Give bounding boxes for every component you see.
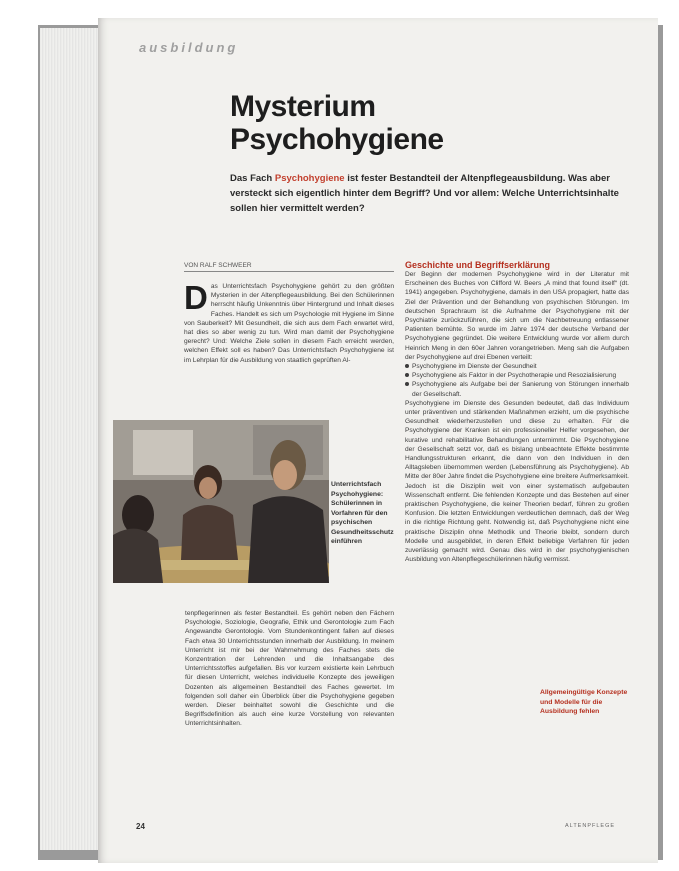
bullet-item: Psychohygiene im Dienste der Gesundheit: [412, 362, 629, 371]
column-1-text: as Unterrichtsfach Psychohygiene gehört zu den größten Mysterien in der Altenpflegeausbildung. Bei den Schülerinnen herrscht häufig Unkenntnis über Hintergrund und Inhalt dieses Faches. Handelt es sich um Psychologie mit Hygiene im Sinne von Sauberkeit? Mit Gesundheit, die sich aus dem Fach erwartet wird, hat dies so aber wenig zu tun. Wird man damit der Psychohygiene gerecht? Und: Welche Ziele sollen in diesem Fach erreicht werden, welchen Effekt soll es haben? Das Unterrichtsfach Psychohygiene ist im Lehrplan für die Ausbildung von staatlich geprüften Al-: [184, 283, 394, 364]
column-2: [405, 270, 629, 565]
lead-pre: Das Fach: [230, 173, 275, 184]
magazine-footer: ALTENPFLEGE: [565, 823, 616, 829]
bullet-item: Psychohygiene als Aufgabe bei der Sanierung von Störungen innerhalb der Gesellschaft.: [412, 381, 629, 398]
lead-post: ist fester Bestandteil der Altenpflegeausbildung. Was aber versteckt sich eigentlich hinter dem Begriff? Und vor allem: Welche Unterrichtsinhalte sollen hier vermittelt werden?: [230, 173, 619, 214]
lead-highlight: Psychohygiene: [274, 173, 345, 184]
title-line-1: Mysterium: [230, 90, 376, 123]
title-line-2: Psychohygiene: [230, 123, 444, 156]
bullet-item: Psychohygiene als Faktor in der Psychotherapie und Resozialisierung: [412, 371, 629, 380]
section-label: ausbildung: [139, 40, 239, 55]
column-1-bottom: tenpflegerinnen als fester Bestandteil. Es gehört neben den Fächern Psychologie, Soziologie, Geografie, Ethik und Gerontologie zum Fach Angewandte Gerontologie. Vom Stundenkontingent fallen auf dieses Fach etwa 30 Unterrichtsstunden innerhalb der Ausbildung. In meinem Unterricht ist mir bei der Wahrnehmung des Faches stets die Konzentration der Lehrenden und die Inhaltsangabe des Unterrichtsstoffes aufgefallen. Bis vor kurzem existierte kein Lehrbuch für diesen Unterricht, welches individuelle Konzepte des jeweiligen Dozenten als allgemeinen Bestandteil des Faches gewertet. Im folgenden soll daher ein Überblick über die Psychohygiene gegeben werden. Dieser beinhaltet sowohl die Geschichte und die Begriffsdefinition als auch eine kurze Vorstellung von relevanten Unterrichtsinhalten.: [185, 610, 394, 728]
byline: VON RALF SCHWEER: [184, 262, 394, 272]
section-heading: Geschichte und Begriffserklärung: [405, 260, 551, 270]
photo-caption: Unterrichtsfach Psychohygiene: Schülerinnen in Vorfahren für den psychischen Gesundheitsschutz einführen: [331, 481, 394, 545]
pull-quote: Allgemeingültige Konzepte und Modelle für die Ausbildung fehlen: [540, 689, 628, 715]
article-lead: [230, 171, 630, 216]
photo-image: [113, 420, 329, 583]
classroom-photo: [113, 420, 329, 583]
column-2-paragraph-2: Psychohygiene im Dienste des Gesunden bedeutet, daß das Individuum unter präventiven und stärkenden Maßnahmen erzieht, um die psychische Gesundheit wiederherzustellen und diese zu erhalten. Für die Psychohygiene der Kranken ist ein professioneller Helfer vorgesehen, der kurative und rehabilitative Behandlungen unternimmt. Die Psychohygiene der Gesellschaft setzt vor, daß es bislang unbeachtete Effekte bestimmte Handlungsstrukturen erkannt, die dann von den Individuen in den Alltagsleben übernommen werden (Lebensführung als Psychohygiene). Ab Mitte der 80er Jahre findet die Psychohygiene eine breitere Aufmerksamkeit. Jedoch ist die Disziplin weit von einer systematisch aufgebauten Wissenschaft entfernt. Die fehlenden Konzepte und das Bestehen auf einer praktischen Psychohygiene, die keiner Theorien bedarf, führen zu großen Konfusion. Die letzten Entwicklungen verdeutlichen demnach, daß der Weg in die richtige Richtung geht. Notwendig ist, daß Psychohygiene nicht eine praktische Disziplin ohne Methodik und Theorie bleibt, sondern durch Modelle und ausgebildet, in deren Effekt beliebige Verfahren für jeden zuverlässig gemacht wird. Genau dies wird in der psychohygienischen Ausbildung von Altenpflegeschülerinnen häufig vermisst.: [405, 399, 629, 564]
drop-cap: D: [184, 279, 208, 316]
column-1-top: [184, 279, 394, 365]
page-number: 24: [136, 822, 145, 831]
article-title: [230, 90, 550, 156]
column-2-paragraph-1: Der Beginn der modernen Psychohygiene wird in der Literatur mit Erscheinen des Buches von Clifford W. Beers „A mind that found itself“ (dt. 1941) angegeben. Psychohygiene, damals in den USA propagiert, hatte das Ziel der Prävention und der Behandlung von psychischen Störungen. Im deutschen Sprachraum ist die Aufnahme der Psychohygiene mit der Psychiatrie zurückzuführen, die sich um die Nachbetreuung entlassener Patienten bemühte. So wurde im Jahre 1974 der deutsche Verband der Psychohygiene gegründet. Die weitere Entwicklung wurde vor allem durch Heinrich Meng in den 60er Jahren vorangetrieben. Meng sah die Aufgaben der Psychohygiene auf drei Ebenen verteilt:: [405, 271, 629, 361]
page-edges: [40, 28, 104, 850]
bullet-list: [405, 362, 629, 399]
